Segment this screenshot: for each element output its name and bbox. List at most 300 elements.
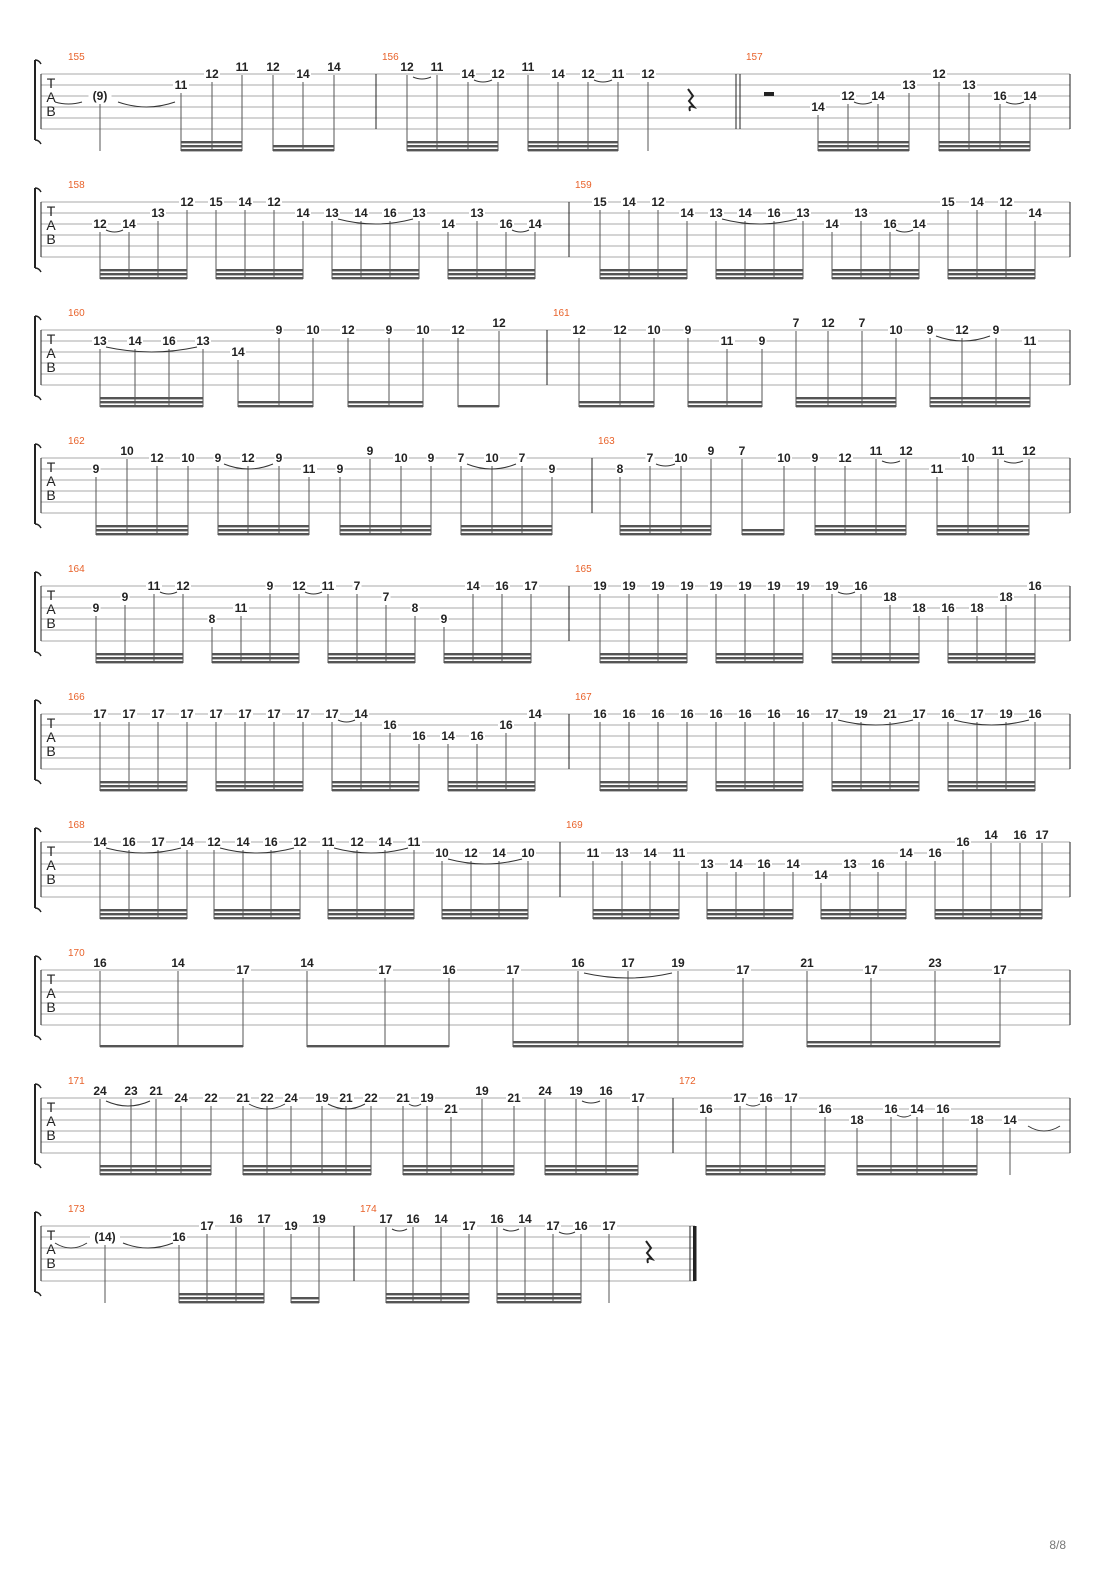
beam <box>600 789 687 791</box>
fret-number: 16 <box>1028 579 1042 593</box>
fret-number: 7 <box>738 444 746 458</box>
beam <box>815 533 906 535</box>
fret-number: 16 <box>499 217 513 231</box>
tie-arc <box>334 848 408 853</box>
beam <box>386 1293 469 1295</box>
beam <box>448 273 535 275</box>
fret-number: 21 <box>149 1084 163 1098</box>
fret-number: 10 <box>647 323 661 337</box>
fret-number: 10 <box>306 323 320 337</box>
fret-number: 14 <box>551 67 565 81</box>
fret-number: 15 <box>593 195 607 209</box>
beam <box>716 269 803 271</box>
beam <box>179 1293 264 1295</box>
fret-number: 17 <box>736 963 750 977</box>
fret-number: 18 <box>850 1113 864 1127</box>
fret-number: 19 <box>825 579 839 593</box>
beam <box>620 533 711 535</box>
fret-number: 17 <box>209 707 223 721</box>
fret-number: 21 <box>396 1091 410 1105</box>
fret-number: 7 <box>353 579 361 593</box>
fret-number: 10 <box>889 323 903 337</box>
beam <box>593 917 679 919</box>
beam <box>444 653 531 655</box>
fret-number: 16 <box>699 1102 713 1116</box>
fret-number: 17 <box>151 835 165 849</box>
beam <box>328 657 415 659</box>
beam <box>332 781 419 783</box>
measure-number: 172 <box>679 1076 696 1087</box>
beam <box>939 141 1030 143</box>
beam <box>442 909 528 911</box>
fret-number: 9 <box>366 444 374 458</box>
fret-number: 11 <box>235 60 249 74</box>
beam <box>291 1301 319 1303</box>
fret-number: 12 <box>841 89 855 103</box>
beam <box>807 1041 1000 1043</box>
beam <box>448 789 535 791</box>
fret-number: 17 <box>602 1219 616 1233</box>
beam <box>100 1045 243 1047</box>
fret-number: 22 <box>364 1091 378 1105</box>
tie-arc <box>896 230 913 232</box>
fret-number: 18 <box>999 590 1013 604</box>
beam <box>100 277 187 279</box>
beam <box>579 401 654 403</box>
measure-number: 171 <box>68 1076 85 1087</box>
fret-number: 13 <box>151 206 165 220</box>
beam <box>707 909 793 911</box>
tab-system <box>35 436 1070 535</box>
beam <box>832 269 919 271</box>
beam <box>939 149 1030 151</box>
fret-number: 14 <box>93 835 107 849</box>
beam <box>513 1041 743 1043</box>
beam <box>497 1297 581 1299</box>
tie-arc <box>305 592 322 594</box>
fret-number: 9 <box>214 451 222 465</box>
fret-number: 17 <box>122 707 136 721</box>
measure-number: 157 <box>746 52 763 63</box>
measure-number: 160 <box>68 308 85 319</box>
fret-number: 10 <box>435 846 449 860</box>
tab-clef-letter: T <box>46 843 56 859</box>
fret-number: 16 <box>599 1084 613 1098</box>
tie-arc <box>582 1101 600 1103</box>
beam <box>332 269 419 271</box>
beam <box>716 277 803 279</box>
beam <box>448 785 535 787</box>
beam <box>348 401 423 403</box>
fret-number: 13 <box>796 206 810 220</box>
fret-number: 9 <box>92 462 100 476</box>
beam <box>937 533 1029 535</box>
beam <box>796 405 896 407</box>
beam <box>600 277 687 279</box>
beam <box>706 1173 825 1175</box>
fret-number: 16 <box>680 707 694 721</box>
beam <box>348 405 423 407</box>
beam <box>100 1165 211 1167</box>
beam <box>407 141 498 143</box>
beam <box>857 1165 977 1167</box>
beam <box>948 273 1035 275</box>
fret-number: 14 <box>434 1212 448 1226</box>
fret-number: 12 <box>267 195 281 209</box>
fret-number: 13 <box>93 334 107 348</box>
beam <box>458 405 499 407</box>
fret-number: 19 <box>315 1091 329 1105</box>
tie-arc <box>118 102 175 107</box>
fret-number: 10 <box>777 451 791 465</box>
fret-number: 9 <box>92 601 100 615</box>
beam <box>444 661 531 663</box>
beam <box>273 145 334 147</box>
fret-number: 16 <box>767 206 781 220</box>
beam <box>930 401 1030 403</box>
final-barline-thick <box>693 1226 697 1281</box>
fret-number: 16 <box>264 835 278 849</box>
fret-number: 7 <box>792 316 800 330</box>
fret-number: 17 <box>462 1219 476 1233</box>
beam <box>461 529 552 531</box>
fret-number: 11 <box>430 60 444 74</box>
fret-number: 14 <box>786 857 800 871</box>
beam <box>100 397 203 399</box>
fret-number: 14 <box>984 828 998 842</box>
fret-number: 19 <box>622 579 636 593</box>
fret-number: 14 <box>738 206 752 220</box>
beam <box>332 785 419 787</box>
tab-clef-letter: T <box>46 1227 56 1243</box>
fret-number: 14 <box>518 1212 532 1226</box>
fret-number: 19 <box>767 579 781 593</box>
fret-number: 11 <box>611 67 625 81</box>
fret-number: 14 <box>236 835 250 849</box>
tab-clef-letter: B <box>46 1127 56 1143</box>
beam <box>688 405 762 407</box>
fret-number: 8 <box>208 612 216 626</box>
fret-number: 14 <box>441 217 455 231</box>
fret-number: 9 <box>811 451 819 465</box>
fret-number: 17 <box>236 963 250 977</box>
fret-number: 12 <box>93 217 107 231</box>
fret-number: 19 <box>651 579 665 593</box>
beam <box>307 1045 449 1047</box>
fret-number: 16 <box>709 707 723 721</box>
fret-number: 12 <box>207 835 221 849</box>
fret-number: 11 <box>174 78 188 92</box>
beam <box>100 405 203 407</box>
measure-number: 166 <box>68 692 85 703</box>
beam <box>100 785 187 787</box>
fret-number: 9 <box>121 590 129 604</box>
fret-number: 21 <box>444 1102 458 1116</box>
beam <box>948 781 1035 783</box>
beam <box>238 405 313 407</box>
fret-number: 16 <box>229 1212 243 1226</box>
fret-number: 19 <box>999 707 1013 721</box>
fret-number: 18 <box>970 1113 984 1127</box>
beam <box>593 913 679 915</box>
fret-number: 16 <box>767 707 781 721</box>
fret-number: 12 <box>999 195 1013 209</box>
fret-number: 17 <box>506 963 520 977</box>
tab-system <box>35 308 1070 407</box>
tab-clef-letter: B <box>46 615 56 631</box>
fret-number: 17 <box>825 707 839 721</box>
fret-number: 17 <box>257 1212 271 1226</box>
tie-arc <box>55 102 82 104</box>
fret-number: 16 <box>759 1091 773 1105</box>
fret-number: 12 <box>581 67 595 81</box>
fret-number: 11 <box>1023 334 1037 348</box>
fret-number: 13 <box>854 206 868 220</box>
beam <box>948 785 1035 787</box>
beam <box>100 1173 211 1175</box>
beam <box>930 405 1030 407</box>
fret-number: 13 <box>470 206 484 220</box>
fret-number: 16 <box>495 579 509 593</box>
beam <box>448 781 535 783</box>
tie-arc <box>160 592 177 594</box>
beam <box>100 1169 211 1171</box>
beam <box>328 909 414 911</box>
beam <box>291 1297 319 1299</box>
fret-number: 7 <box>382 590 390 604</box>
tie-arc <box>106 1101 150 1106</box>
beam <box>179 1297 264 1299</box>
fret-number: 12 <box>350 835 364 849</box>
fret-number: 14 <box>300 956 314 970</box>
tie-arc <box>106 347 197 352</box>
beam <box>528 149 618 151</box>
beam <box>238 401 313 403</box>
fret-number: 9 <box>684 323 692 337</box>
tab-clef-letter: B <box>46 359 56 375</box>
fret-number: 9 <box>275 323 283 337</box>
fret-number: 16 <box>383 718 397 732</box>
measure-number: 159 <box>575 180 592 191</box>
fret-number: 16 <box>993 89 1007 103</box>
beam <box>96 657 183 659</box>
fret-number: 17 <box>631 1091 645 1105</box>
fret-number: 22 <box>260 1091 274 1105</box>
beam <box>832 277 919 279</box>
beam <box>403 1165 514 1167</box>
fret-number: 12 <box>451 323 465 337</box>
beam <box>935 909 1042 911</box>
measure-number: 161 <box>553 308 570 319</box>
fret-number: 12 <box>641 67 655 81</box>
fret-number: 14 <box>492 846 506 860</box>
fret-number: 13 <box>709 206 723 220</box>
fret-number: 19 <box>709 579 723 593</box>
fret-number: 13 <box>196 334 210 348</box>
fret-number: 14 <box>461 67 475 81</box>
fret-number: 17 <box>267 707 281 721</box>
fret-number: 23 <box>124 1084 138 1098</box>
beam <box>273 149 334 151</box>
fret-number: 21 <box>236 1091 250 1105</box>
beam <box>181 145 242 147</box>
beam <box>328 653 415 655</box>
beam <box>216 273 303 275</box>
fret-number: 14 <box>622 195 636 209</box>
beam <box>96 525 188 527</box>
beam <box>403 1173 514 1175</box>
fret-number: 11 <box>147 579 161 593</box>
fret-number: 18 <box>912 601 926 615</box>
beam <box>100 269 187 271</box>
tab-clef-letter: T <box>46 971 56 987</box>
beam <box>937 529 1029 531</box>
beam <box>214 909 300 911</box>
beam <box>857 1173 977 1175</box>
beam <box>214 913 300 915</box>
fret-number: 16 <box>871 857 885 871</box>
tie-arc <box>512 230 529 232</box>
beam <box>212 653 299 655</box>
beam <box>600 273 687 275</box>
fret-number: 14 <box>171 956 185 970</box>
tab-system <box>35 1076 1070 1175</box>
tab-clef-letter: B <box>46 231 56 247</box>
beam <box>212 661 299 663</box>
beam <box>948 657 1035 659</box>
fret-number: 16 <box>884 1102 898 1116</box>
beam <box>386 1297 469 1299</box>
fret-number: 12 <box>241 451 255 465</box>
fret-number: 9 <box>385 323 393 337</box>
beam <box>948 789 1035 791</box>
fret-number: 10 <box>181 451 195 465</box>
fret-number: 21 <box>507 1091 521 1105</box>
fret-number: 13 <box>325 206 339 220</box>
tie-arc <box>1006 102 1024 104</box>
fret-number: 17 <box>1035 828 1049 842</box>
fret-number: 17 <box>524 579 538 593</box>
tab-system <box>35 564 1070 663</box>
fret-number: 16 <box>936 1102 950 1116</box>
fret-number: 16 <box>941 601 955 615</box>
fret-number: 19 <box>738 579 752 593</box>
fret-number: 13 <box>700 857 714 871</box>
fret-number: 17 <box>733 1091 747 1105</box>
fret-number: 14 <box>528 707 542 721</box>
beam <box>593 909 679 911</box>
beam <box>328 913 414 915</box>
measure-number: 155 <box>68 52 85 63</box>
fret-number: 16 <box>883 217 897 231</box>
tab-clef-letter: T <box>46 75 56 91</box>
fret-number: 14 <box>814 868 828 882</box>
tab-system <box>35 180 1070 279</box>
tie-arc <box>220 848 294 853</box>
fret-number: 15 <box>941 195 955 209</box>
fret-number: 14 <box>231 345 245 359</box>
beam <box>528 141 618 143</box>
fret-number: 9 <box>336 462 344 476</box>
fret-number: 11 <box>869 444 883 458</box>
fret-number: 10 <box>394 451 408 465</box>
beam <box>96 529 188 531</box>
fret-number: 17 <box>93 707 107 721</box>
fret-number: 14 <box>729 857 743 871</box>
fret-number: 12 <box>613 323 627 337</box>
tab-clef-letter: A <box>46 1241 56 1257</box>
fret-number: 7 <box>858 316 866 330</box>
beam <box>497 1301 581 1303</box>
fret-number: 10 <box>416 323 430 337</box>
fret-number: 7 <box>518 451 526 465</box>
tab-clef-letter: A <box>46 217 56 233</box>
fret-number: 10 <box>961 451 975 465</box>
fret-number: 13 <box>902 78 916 92</box>
fret-number: 17 <box>970 707 984 721</box>
fret-number: 14 <box>643 846 657 860</box>
beam <box>96 533 188 535</box>
tie-arc <box>474 80 492 82</box>
beam <box>948 653 1035 655</box>
beam <box>340 529 431 531</box>
page-number: 8/8 <box>1049 1538 1066 1552</box>
beam <box>600 661 687 663</box>
fret-number: 19 <box>475 1084 489 1098</box>
beam <box>100 917 187 919</box>
tie-arc <box>392 1229 407 1231</box>
fret-number: 9 <box>548 462 556 476</box>
tab-clef-letter: B <box>46 103 56 119</box>
tie-arc <box>106 848 181 853</box>
beam <box>444 657 531 659</box>
fret-number: 12 <box>821 316 835 330</box>
beam <box>716 653 803 655</box>
tab-clef-letter: B <box>46 1255 56 1271</box>
beam <box>832 661 919 663</box>
tie-arc <box>413 77 431 79</box>
tie-arc <box>746 1104 760 1106</box>
fret-number: 16 <box>499 718 513 732</box>
fret-number: 11 <box>991 444 1005 458</box>
fret-number: 11 <box>407 835 421 849</box>
beam <box>716 785 803 787</box>
fret-number: 11 <box>321 579 335 593</box>
fret-number: 12 <box>955 323 969 337</box>
measure-number: 162 <box>68 436 85 447</box>
fret-number: 16 <box>622 707 636 721</box>
measure-number: 164 <box>68 564 85 575</box>
fret-number: 16 <box>956 835 970 849</box>
fret-number: 16 <box>571 956 585 970</box>
beam <box>407 145 498 147</box>
beam <box>796 397 896 399</box>
fret-number: 16 <box>738 707 752 721</box>
fret-number: 12 <box>176 579 190 593</box>
tab-clef-letter: A <box>46 729 56 745</box>
tie-arc <box>838 720 913 725</box>
fret-number: 11 <box>672 846 686 860</box>
fret-number: 13 <box>843 857 857 871</box>
fret-number: 17 <box>546 1219 560 1233</box>
tab-clef-letter: A <box>46 601 56 617</box>
tie-arc <box>897 1115 911 1117</box>
fret-number: 10 <box>120 444 134 458</box>
beam <box>716 789 803 791</box>
fret-number: 18 <box>883 590 897 604</box>
fret-number: 17 <box>621 956 635 970</box>
beam <box>821 909 906 911</box>
